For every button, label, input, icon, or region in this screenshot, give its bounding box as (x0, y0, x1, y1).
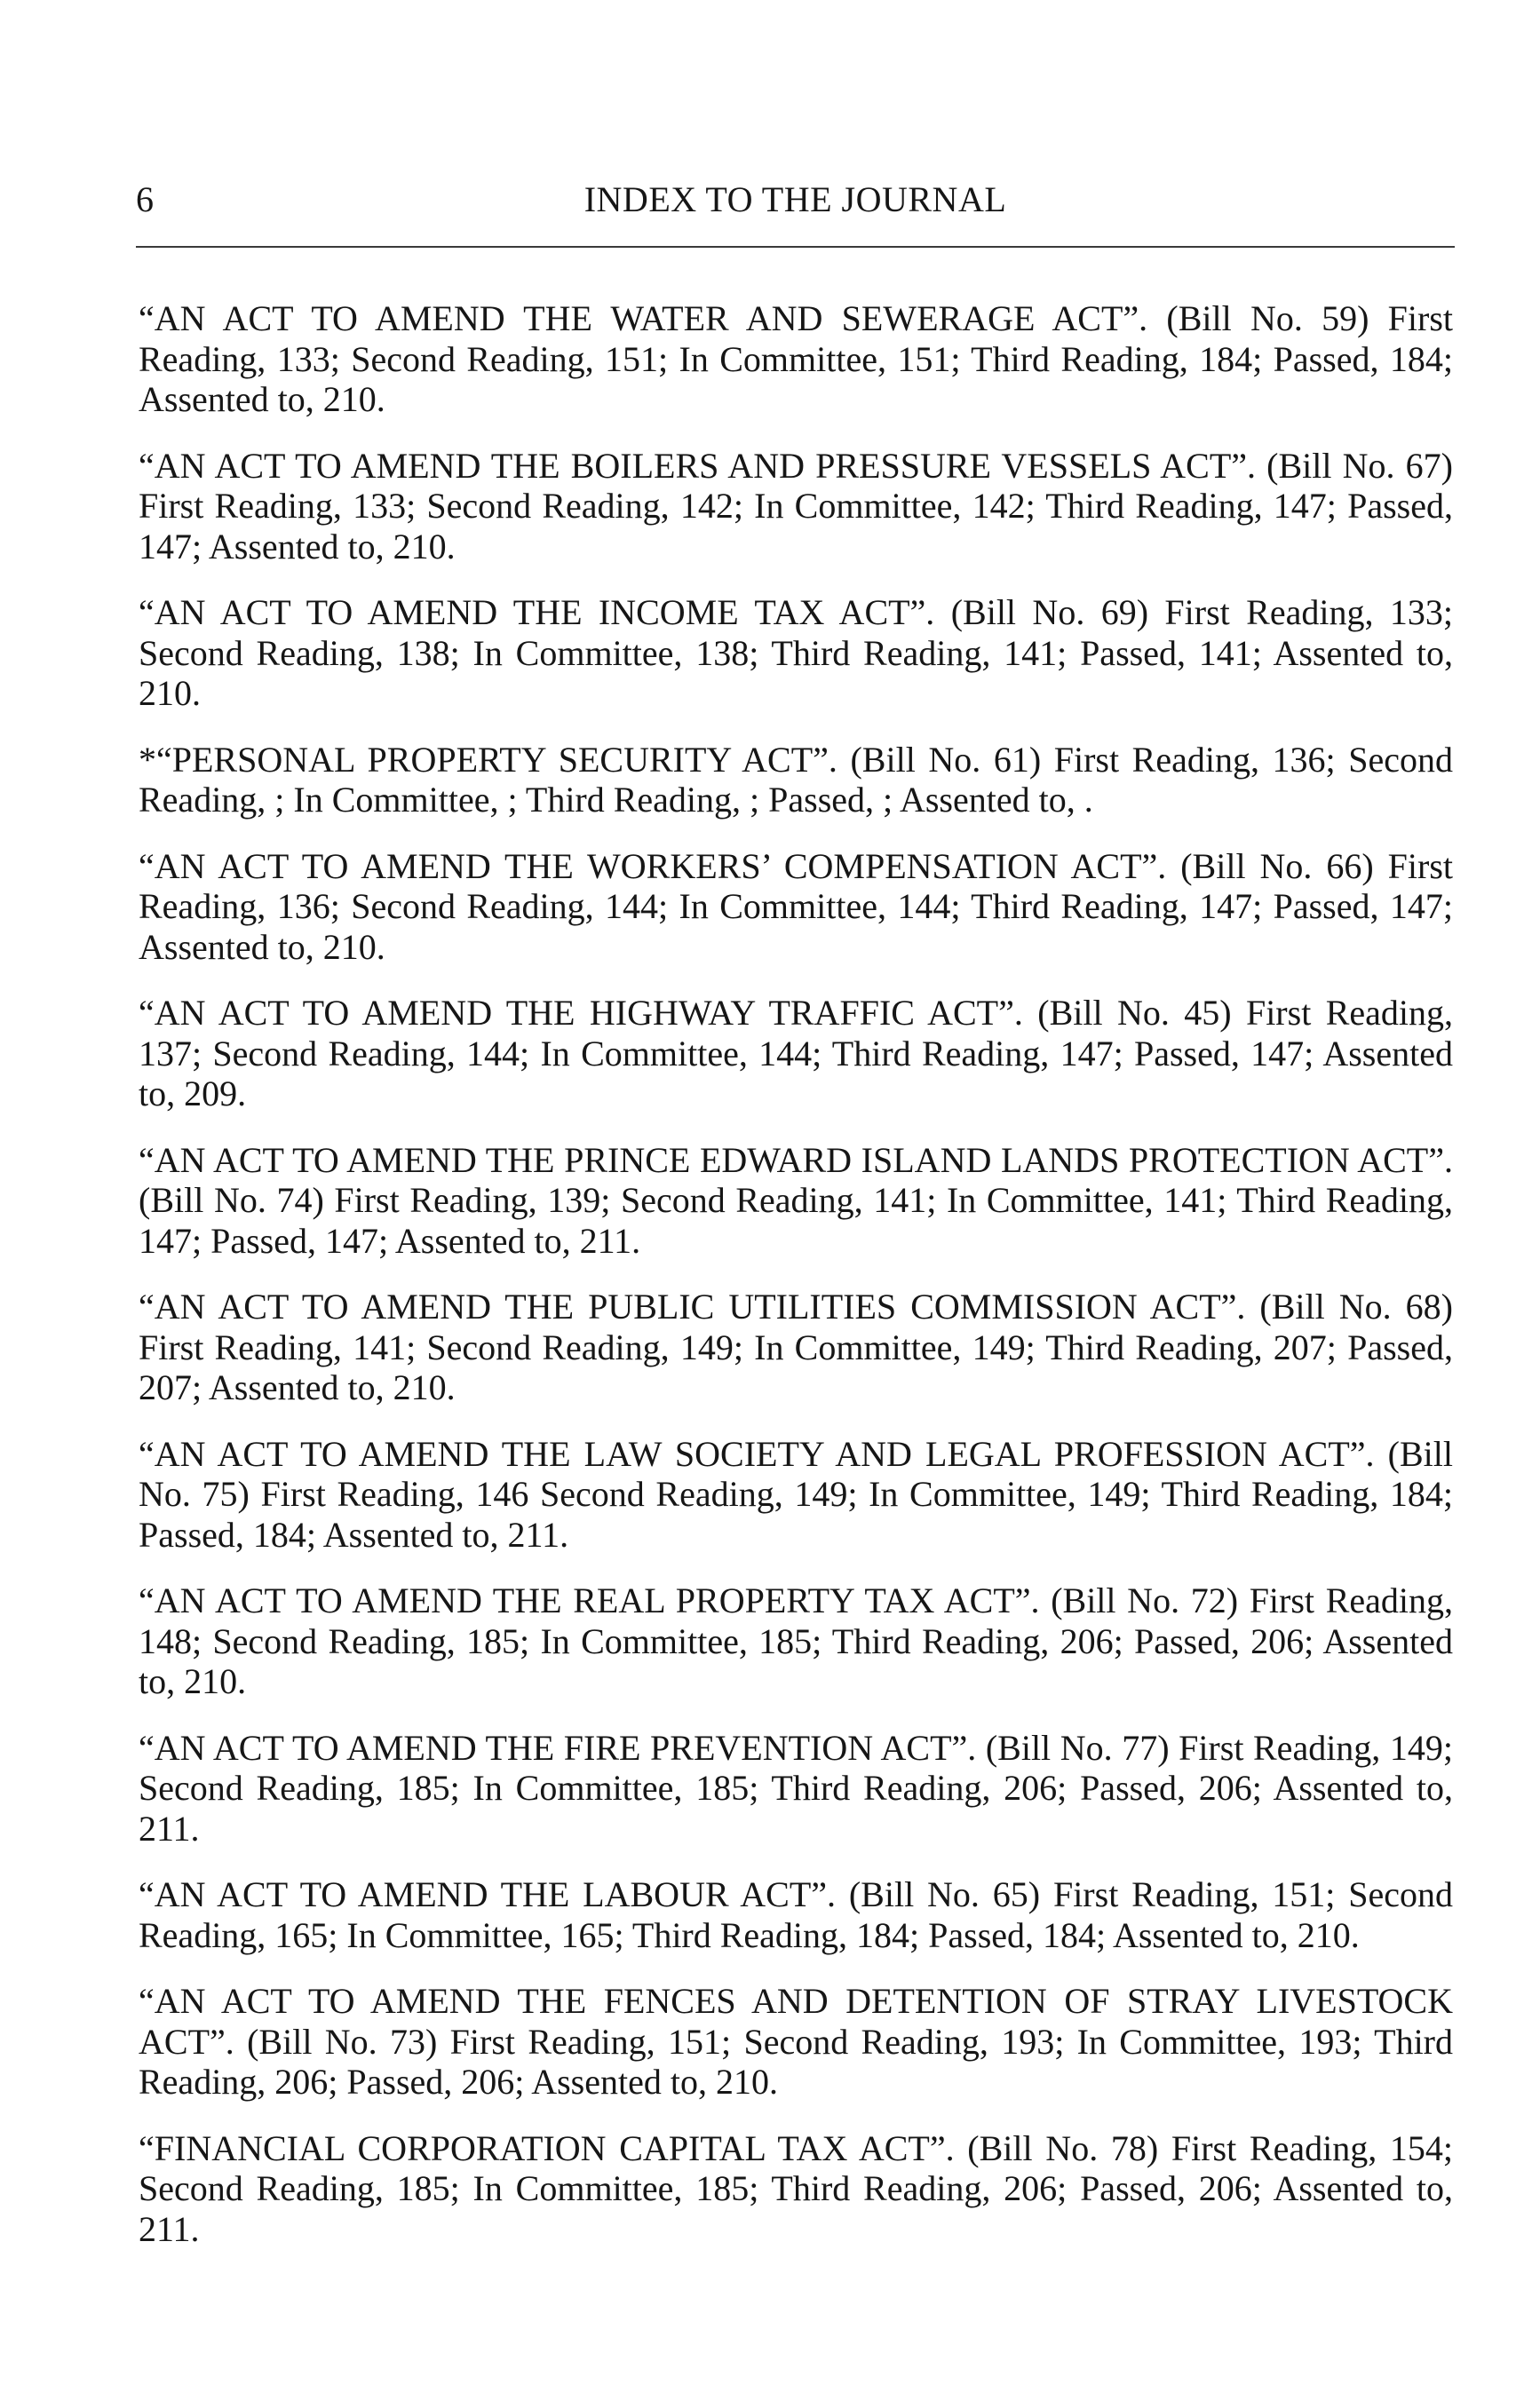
index-entry-public-utilities-commission: “AN ACT TO AMEND THE PUBLIC UTILITIES COMMISSION ACT”. (Bill No. 68) First Reading, 141; Second Reading, 149; In Committee, 149; Third Reading, 207; Passed, 207; Assented to, 210. (139, 1287, 1453, 1407)
index-entry-personal-property-security: *“PERSONAL PROPERTY SECURITY ACT”. (Bill No. 61) First Reading, 136; Second Reading, ; In Committee, ; Third Reading, ; Passed, ; Assented to, . (139, 739, 1453, 820)
index-entry-fire-prevention: “AN ACT TO AMEND THE FIRE PREVENTION ACT”. (Bill No. 77) First Reading, 149; Second Reading, 185; In Committee, 185; Third Reading, 206; Passed, 206; Assented to, 211. (139, 1727, 1453, 1849)
index-entry-labour: “AN ACT TO AMEND THE LABOUR ACT”. (Bill No. 65) First Reading, 151; Second Reading, 165; In Committee, 165; Third Reading, 184; Passed, 184; Assented to, 210. (139, 1874, 1453, 1955)
index-entry-law-society-legal-profession: “AN ACT TO AMEND THE LAW SOCIETY AND LEGAL PROFESSION ACT”. (Bill No. 75) First Reading, 146 Second Reading, 149; In Committee, 149; Third Reading, 184; Passed, 184; Assented to, 211. (139, 1433, 1453, 1555)
index-entry-fences-stray-livestock: “AN ACT TO AMEND THE FENCES AND DETENTION OF STRAY LIVESTOCK ACT”. (Bill No. 73) First Reading, 151; Second Reading, 193; In Committee, 193; Third Reading, 206; Passed, 206; Assented to, 210. (139, 1981, 1453, 2102)
index-entry-lands-protection: “AN ACT TO AMEND THE PRINCE EDWARD ISLAND LANDS PROTECTION ACT”. (Bill No. 74) First Reading, 139; Second Reading, 141; In Committee, 141; Third Reading, 147; Passed, 147; Assented to, 211. (139, 1139, 1453, 1261)
header-divider (136, 246, 1455, 248)
running-head (136, 176, 1455, 224)
index-entries (139, 298, 1453, 2275)
index-entry-financial-corporation-capital-tax: “FINANCIAL CORPORATION CAPITAL TAX ACT”. (Bill No. 78) First Reading, 154; Second Reading, 185; In Committee, 185; Third Reading, 206; Passed, 206; Assented to, 211. (139, 2127, 1453, 2249)
index-entry-workers-compensation: “AN ACT TO AMEND THE WORKERS’ COMPENSATION ACT”. (Bill No. 66) First Reading, 136; Second Reading, 144; In Committee, 144; Third Reading, 147; Passed, 147; Assented to, 210. (139, 845, 1453, 967)
index-entry-boilers-pressure-vessels: “AN ACT TO AMEND THE BOILERS AND PRESSURE VESSELS ACT”. (Bill No. 67) First Reading, 133; Second Reading, 142; In Committee, 142; Third Reading, 147; Passed, 147; Assented to, 210. (139, 445, 1453, 566)
page-number: 6 (136, 179, 154, 219)
index-entry-highway-traffic: “AN ACT TO AMEND THE HIGHWAY TRAFFIC ACT”. (Bill No. 45) First Reading, 137; Second Reading, 144; In Committee, 144; Third Reading, 147; Passed, 147; Assented to, 209. (139, 993, 1453, 1113)
index-entry-income-tax: “AN ACT TO AMEND THE INCOME TAX ACT”. (Bill No. 69) First Reading, 133; Second Reading, 138; In Committee, 138; Third Reading, 141; Passed, 141; Assented to, 210. (139, 592, 1453, 713)
index-entry-real-property-tax: “AN ACT TO AMEND THE REAL PROPERTY TAX ACT”. (Bill No. 72) First Reading, 148; Second Reading, 185; In Committee, 185; Third Reading, 206; Passed, 206; Assented to, 210. (139, 1580, 1453, 1701)
page-title: INDEX TO THE JOURNAL (583, 179, 1007, 219)
index-entry-water-sewerage: “AN ACT TO AMEND THE WATER AND SEWERAGE ACT”. (Bill No. 59) First Reading, 133; Second Reading, 151; In Committee, 151; Third Reading, 184; Passed, 184; Assented to, 210. (139, 298, 1453, 419)
